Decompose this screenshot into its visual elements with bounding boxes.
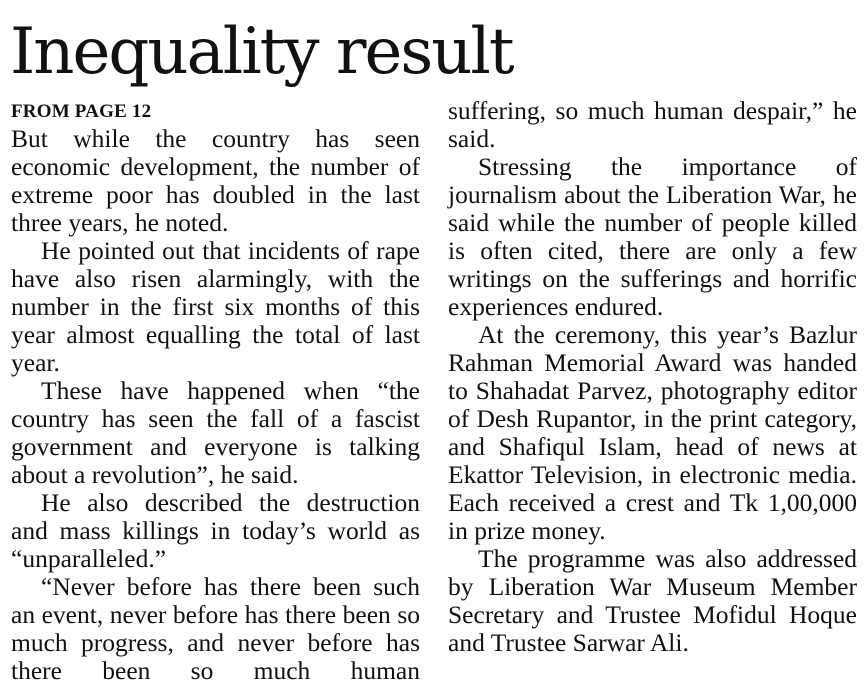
paragraph: “Never before has there been such an event, never before has there been so much progress, and never before has there been so much human (11, 572, 420, 685)
continuation-kicker: FROM PAGE 12 (11, 101, 152, 122)
paragraph: These have happened when “the country has seen the fall of a fascist government and everyone is talking about a revolution”, he said. (11, 376, 420, 489)
paragraph: The programme was also addressed by Liberation War Museum Member Secretary and Trustee Mofidul Hoque and Trustee Sarwar Ali. (448, 544, 857, 657)
paragraph: He pointed out that incidents of rape have also risen alarmingly, with the number in the first six months of this year almost equalling the total of last year. (11, 236, 420, 377)
paragraph: But while the country has seen economic development, the number of extreme poor has doubled in the last three years, he noted. (11, 124, 420, 237)
left-column (11, 125, 420, 685)
paragraph: He also described the destruction and mass killings in today’s world as “unparalleled.” (11, 488, 420, 573)
paragraph: At the ceremony, this year’s Bazlur Rahman Memorial Award was handed to Shahadat Parvez, photography editor of Desh Rupantor, in the print category, and Shafiqul Islam, head of news at Ekattor Television, in electronic media. Each received a crest and Tk 1,00,000 in prize money. (448, 320, 857, 545)
headline: Inequality result (10, 15, 513, 89)
paragraph: suffering, so much human despair,” he said. (448, 96, 857, 153)
right-column (448, 97, 857, 657)
paragraph: Stressing the importance of journalism about the Liberation War, he said while the number of people killed is often cited, there are only a few writings on the sufferings and horrific experiences endured. (448, 152, 857, 321)
